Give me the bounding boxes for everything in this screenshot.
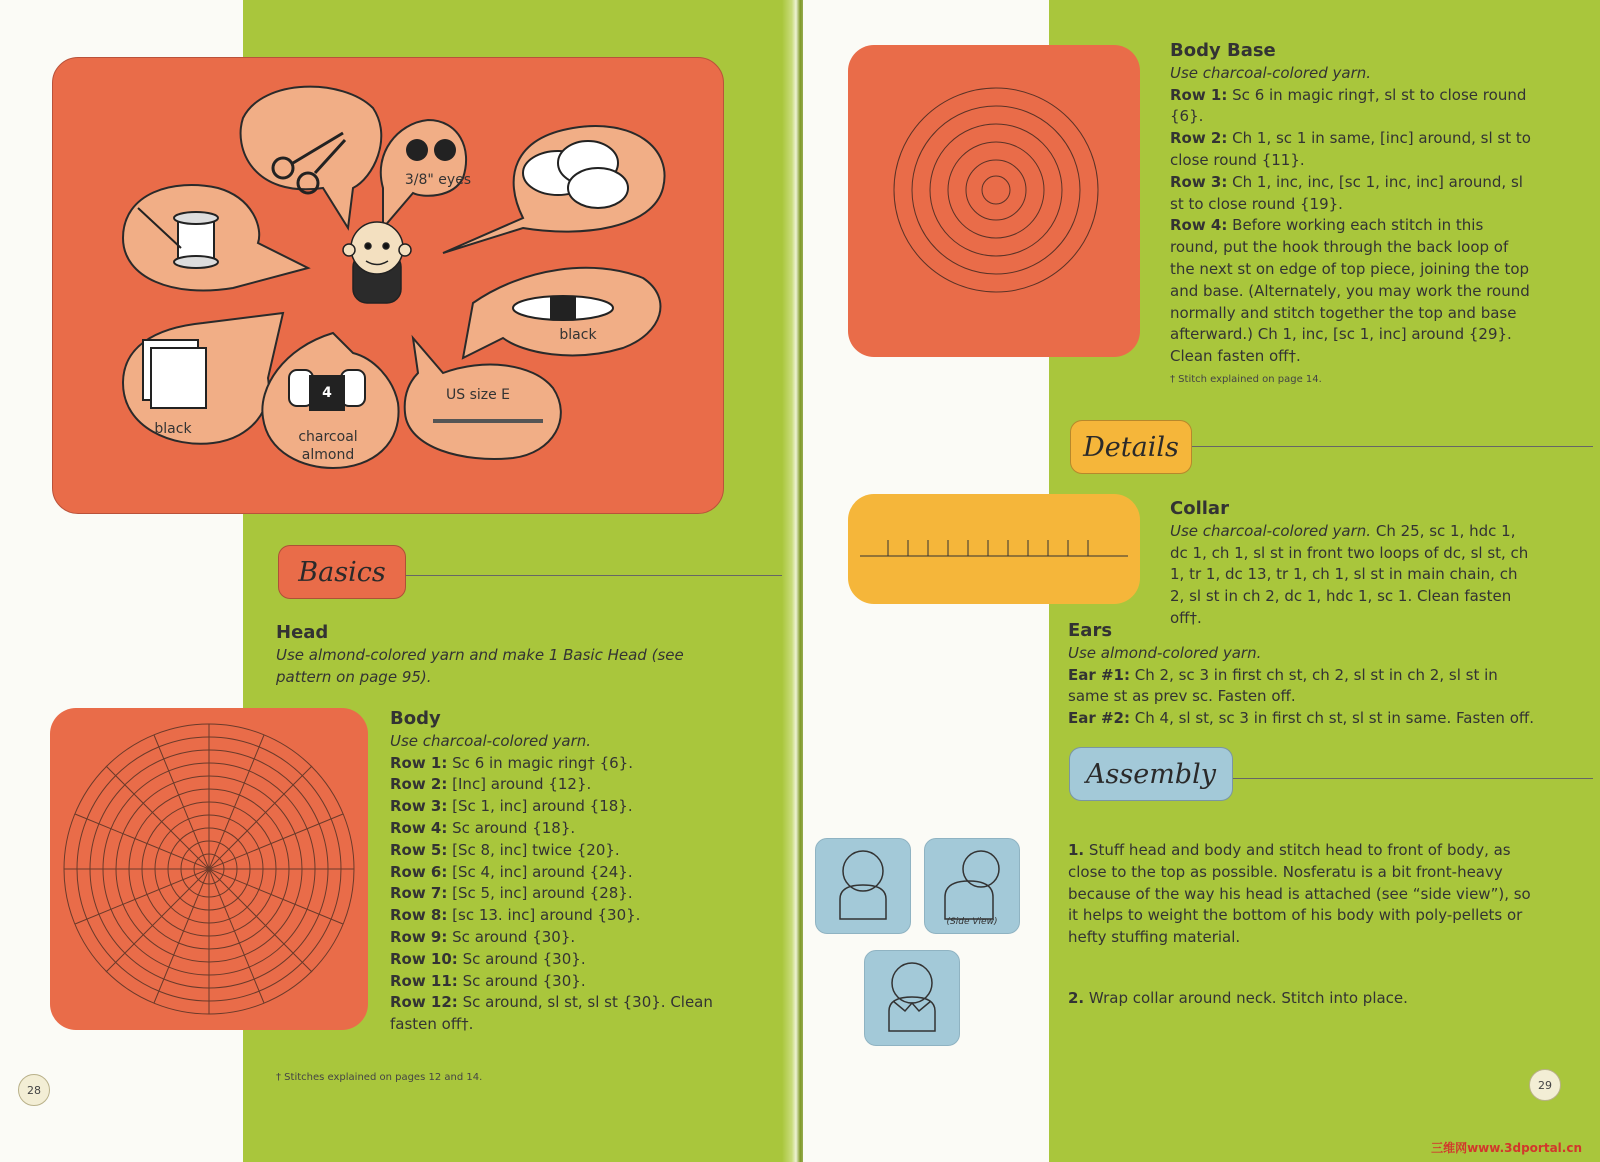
body-base-section: [1170, 40, 1532, 368]
body-row: Row 1: Sc 6 in magic ring† {6}.: [390, 753, 633, 772]
assembly-step-2: 2. Wrap collar around neck. Stitch into place.: [1068, 989, 1408, 1007]
hook-label: US size E: [445, 387, 511, 403]
body-base-yarn: Use charcoal-colored yarn.: [1170, 63, 1372, 82]
watermark: 三维网www.3dportal.cn: [1431, 1141, 1582, 1155]
body-base-title: Body Base: [1170, 40, 1276, 61]
head-instructions: Use almond-colored yarn and make 1 Basic Head (see pattern on page 95).: [276, 645, 684, 686]
page-number-right: 29: [1529, 1069, 1561, 1101]
collar-yarn: Use charcoal-colored yarn.: [1170, 521, 1372, 540]
body-stitch-diagram: [50, 708, 368, 1030]
yarn-label-almond: almond: [301, 447, 355, 463]
eye-icon-right: [434, 139, 456, 161]
collar-diagram-card: [848, 494, 1140, 604]
body-section: [390, 708, 720, 1036]
body-row: Row 3: [Sc 1, inc] around {18}.: [390, 797, 633, 816]
body-base-row: Row 2: Ch 1, sc 1 in same, [inc] around, sl st to close round {11}.: [1170, 129, 1531, 169]
supplies-card: [52, 57, 724, 514]
body-row: Row 11: Sc around {30}.: [390, 971, 586, 990]
details-rule: [1188, 446, 1593, 447]
body-base-diagram-card: [848, 45, 1140, 357]
body-base-row: Row 3: Ch 1, inc, inc, [sc 1, inc, inc] around, sl st to close round {19}.: [1170, 172, 1523, 213]
assembly-step-1: 1. Stuff head and body and stitch head to front of body, as close to the top as possible. Nosferatu is a bit front-heavy because of the way his head is attached (see “side view”), so it helps to weight the bottom of his body with poly-pellets or hefty stuffing material.: [1068, 841, 1531, 947]
right-footnote: † Stitch explained on page 14.: [1170, 374, 1322, 385]
body-row: Row 5: [Sc 8, inc] twice {20}.: [390, 840, 620, 859]
collar-title: Collar: [1170, 498, 1229, 519]
ear2-text: Ch 4, sl st, sc 3 in first ch st, sl st in same. Fasten off.: [1134, 709, 1534, 728]
head-title: Head: [276, 622, 329, 643]
head-section: [276, 622, 696, 688]
basics-rule: [400, 575, 790, 576]
eye-icon-left: [406, 139, 428, 161]
collar-instructions: Ch 25, sc 1, hdc 1, dc 1, ch 1, sl st in front two loops of dc, sl st, ch 1, tr 1, dc 13, tr 1, ch 1, sl st in main chain, ch 2, sl st in ch 2, dc 1, hdc 1, sc 1. Clean fasten off†.: [1170, 521, 1529, 627]
ears-yarn: Use almond-colored yarn.: [1068, 643, 1262, 662]
page-number-left: 28: [18, 1074, 50, 1106]
collar-stitch-diagram: [848, 494, 1140, 604]
assembly-tag: Assembly: [1069, 747, 1233, 801]
floss-icon: [513, 296, 613, 320]
ears-section: [1068, 620, 1538, 730]
left-page: [0, 0, 795, 1162]
basics-tag: Basics: [278, 545, 406, 599]
body-row: Row 2: [Inc] around {12}.: [390, 775, 592, 794]
eyes-label: 3/8" eyes: [404, 172, 472, 188]
side-view-label: (Side View): [946, 917, 998, 927]
body-row: Row 8: [sc 13. inc] around {30}.: [390, 906, 641, 925]
details-tag: Details: [1070, 420, 1192, 474]
body-yarn: Use charcoal-colored yarn.: [390, 731, 592, 750]
assembly-tile-collar: [864, 950, 960, 1046]
body-row: Row 12: Sc around, sl st, sl st {30}. Clean fasten off†.: [390, 993, 713, 1034]
body-row: Row 4: Sc around {18}.: [390, 818, 576, 837]
body-diagram-card: [50, 708, 368, 1030]
body-row: Row 10: Sc around {30}.: [390, 949, 586, 968]
yarn-label-charcoal: charcoal: [298, 429, 358, 445]
body-base-stitch-diagram: [848, 45, 1140, 357]
assembly-tile-side-view: [924, 838, 1020, 934]
ear2-label: Ear #2:: [1068, 709, 1130, 728]
body-row: Row 9: Sc around {30}.: [390, 927, 576, 946]
body-base-row: Row 4: Before working each stitch in this round, put the hook through the back loop of the next st on edge of top piece, joining the top and base. (Alternately, you may work the round normally and stitch together the top and base afterward.) Ch 1, inc, [sc 1, inc] around {29}. Clean fasten off†.: [1170, 216, 1530, 366]
doll-photo: [343, 222, 411, 303]
supplies-bubbles: [53, 58, 723, 513]
collar-section: [1170, 498, 1532, 630]
felt-icon: [143, 340, 206, 408]
body-row: Row 7: [Sc 5, inc] around {28}.: [390, 884, 633, 903]
body-base-row: Row 1: Sc 6 in magic ring†, sl st to close round {6}.: [1170, 85, 1527, 126]
felt-label: black: [154, 421, 192, 437]
body-title: Body: [390, 708, 441, 729]
assembly-tile-front: [815, 838, 911, 934]
floss-label: black: [559, 327, 597, 343]
ear1-label: Ear #1:: [1068, 665, 1130, 684]
ear1-text: Ch 2, sc 3 in first ch st, ch 2, sl st in ch 2, sl st in same st as prev sc. Fasten off.: [1068, 665, 1498, 706]
body-row: Row 6: [Sc 4, inc] around {24}.: [390, 862, 633, 881]
yarn-weight: 4: [322, 385, 332, 401]
left-footnote: † Stitches explained on pages 12 and 14.: [276, 1072, 483, 1083]
ears-title: Ears: [1068, 620, 1113, 641]
right-page: [803, 0, 1600, 1162]
assembly-rule: [1231, 778, 1593, 779]
